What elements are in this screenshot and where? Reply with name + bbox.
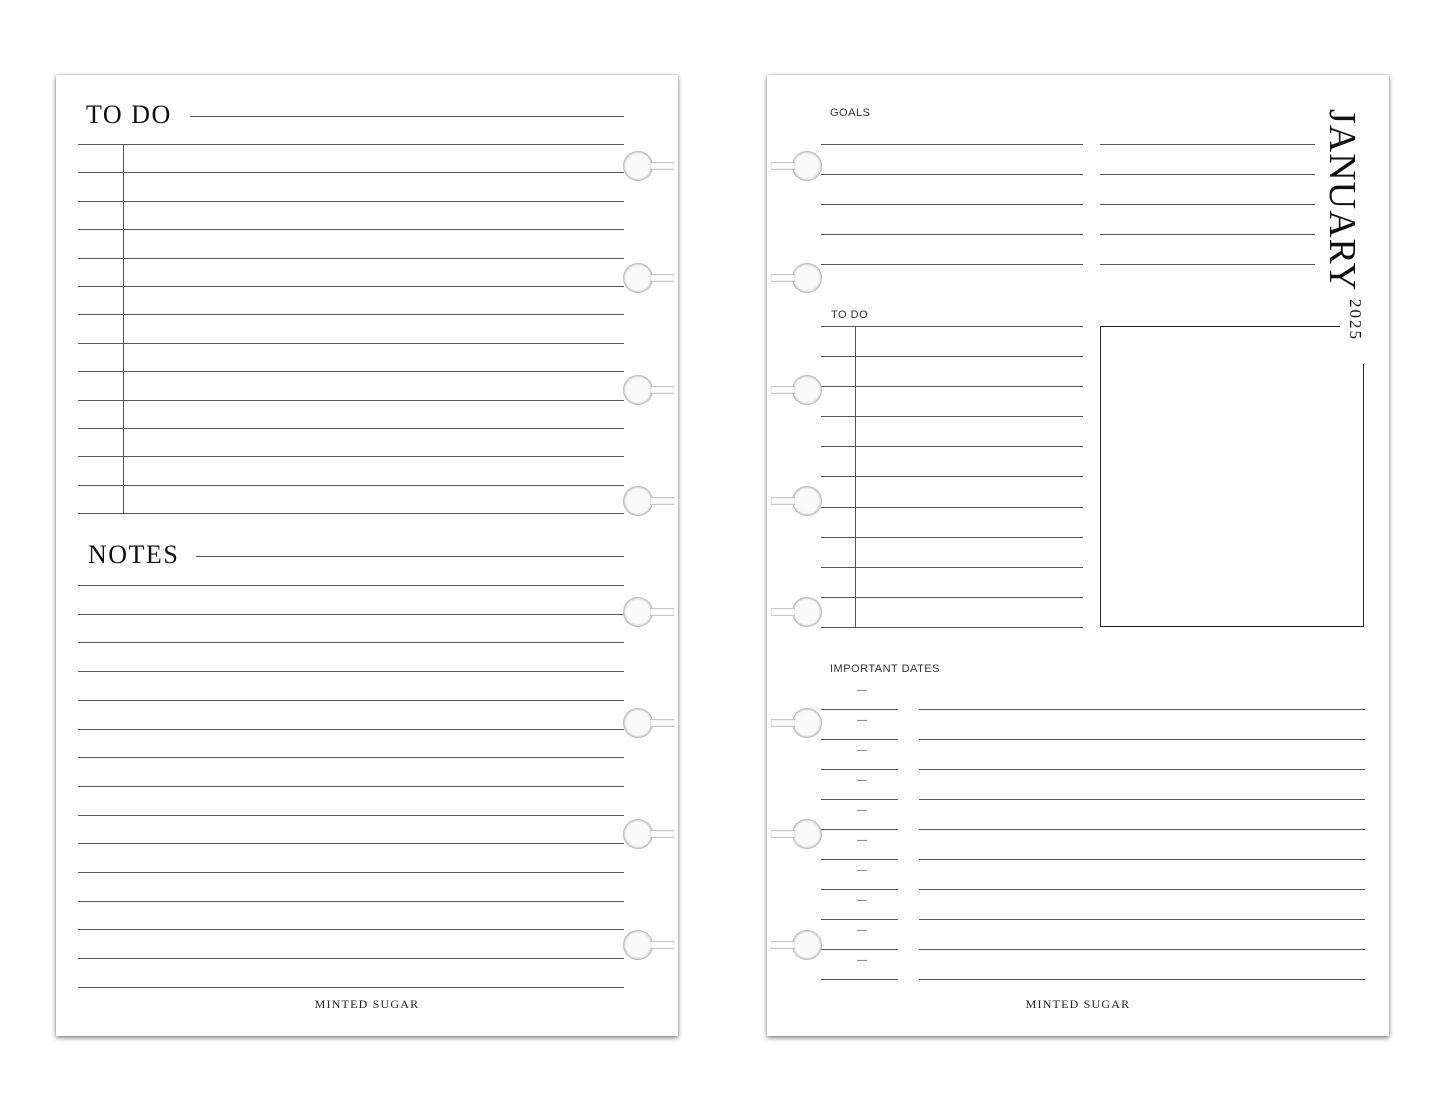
notes-row-line <box>78 815 624 816</box>
left-binding-slot <box>638 597 678 627</box>
date-line <box>821 859 898 860</box>
goals-line-left <box>821 204 1083 205</box>
todo-row-line <box>78 314 624 315</box>
notes-row-line <box>78 729 624 730</box>
date-line <box>821 949 898 950</box>
left-binding-slot <box>638 263 678 293</box>
goals-label: GOALS <box>830 107 871 119</box>
todo-row-line <box>78 201 624 202</box>
todo-row-line <box>78 258 624 259</box>
todo-row-line <box>78 456 624 457</box>
todo-row-line <box>821 356 1083 357</box>
right-footer-brand: MINTED SUGAR <box>1025 997 1131 1011</box>
todo-heading-rule <box>190 116 624 117</box>
right-binding-slot <box>767 708 807 738</box>
event-line <box>919 769 1365 770</box>
month-title: JANUARY <box>1321 109 1363 292</box>
year-label: 2025 <box>1346 299 1365 341</box>
date-line <box>821 769 898 770</box>
date-line <box>821 829 898 830</box>
right-binding-slot <box>767 930 807 960</box>
date-line <box>821 979 898 980</box>
notes-row-line <box>78 929 624 930</box>
todo-row-line <box>821 567 1083 568</box>
date-dash: — <box>857 925 867 936</box>
date-dash: — <box>857 955 867 966</box>
notes-row-line <box>78 843 624 844</box>
event-line <box>919 829 1365 830</box>
goals-line-right <box>1100 264 1315 265</box>
notes-row-line <box>78 585 624 586</box>
event-line <box>919 799 1365 800</box>
notes-row-line <box>78 757 624 758</box>
todo-row-line <box>78 371 624 372</box>
notes-box <box>1100 326 1364 627</box>
right-planner-page <box>767 75 1389 1036</box>
event-line <box>919 949 1365 950</box>
notes-row-line <box>78 671 624 672</box>
todo-label: TO DO <box>831 309 869 321</box>
date-line <box>821 799 898 800</box>
left-planner-page <box>56 75 678 1036</box>
notes-heading-rule <box>196 556 624 557</box>
event-line <box>919 889 1365 890</box>
todo-row-line <box>78 428 624 429</box>
todo-row-line <box>78 485 624 486</box>
todo-row-line <box>78 513 624 514</box>
todo-row-line <box>821 597 1083 598</box>
right-binding-slot <box>767 486 807 516</box>
date-line <box>821 889 898 890</box>
date-dash: — <box>857 895 867 906</box>
todo-row-line <box>821 386 1083 387</box>
notes-row-line <box>78 614 624 615</box>
date-line <box>821 919 898 920</box>
todo-check-column-divider <box>123 144 124 513</box>
date-dash: — <box>857 805 867 816</box>
todo-check-column-divider <box>855 326 856 627</box>
left-binding-slot <box>638 708 678 738</box>
todo-row-line <box>78 144 624 145</box>
todo-row-line <box>78 343 624 344</box>
todo-row-line <box>78 286 624 287</box>
event-line <box>919 859 1365 860</box>
left-binding-slot <box>638 930 678 960</box>
date-dash: — <box>857 865 867 876</box>
todo-row-line <box>821 476 1083 477</box>
todo-top-line <box>821 326 1083 327</box>
notes-heading: NOTES <box>88 542 185 568</box>
notes-row-line <box>78 700 624 701</box>
todo-row-line <box>821 627 1083 628</box>
date-dash: — <box>857 715 867 726</box>
notes-row-line <box>78 872 624 873</box>
left-binding-slot <box>638 151 678 181</box>
date-dash: — <box>857 685 867 696</box>
todo-row-line <box>78 400 624 401</box>
notes-row-line <box>78 901 624 902</box>
important-dates-label: IMPORTANT DATES <box>830 663 940 675</box>
goals-line-left <box>821 174 1083 175</box>
left-binding-slot <box>638 819 678 849</box>
left-binding-slot <box>638 375 678 405</box>
notes-row-line <box>78 642 624 643</box>
goals-line-right <box>1100 204 1315 205</box>
right-binding-slot <box>767 819 807 849</box>
notes-row-line <box>78 958 624 959</box>
date-line <box>821 709 898 710</box>
left-binding-slot <box>638 486 678 516</box>
todo-row-line <box>78 172 624 173</box>
todo-row-line <box>821 507 1083 508</box>
todo-row-line <box>821 446 1083 447</box>
date-line <box>821 739 898 740</box>
right-binding-slot <box>767 151 807 181</box>
todo-heading: TO DO <box>86 102 178 128</box>
date-dash: — <box>857 745 867 756</box>
todo-row-line <box>821 416 1083 417</box>
date-dash: — <box>857 835 867 846</box>
event-line <box>919 739 1365 740</box>
todo-row-line <box>821 537 1083 538</box>
left-footer-brand: MINTED SUGAR <box>314 997 420 1011</box>
right-binding-slot <box>767 375 807 405</box>
notes-row-line <box>78 987 624 988</box>
goals-line-left <box>821 234 1083 235</box>
todo-row-line <box>78 229 624 230</box>
goals-line-left <box>821 144 1083 145</box>
goals-line-right <box>1100 174 1315 175</box>
goals-line-left <box>821 264 1083 265</box>
event-line <box>919 709 1365 710</box>
goals-line-right <box>1100 144 1315 145</box>
event-line <box>919 919 1365 920</box>
event-line <box>919 979 1365 980</box>
right-binding-slot <box>767 263 807 293</box>
date-dash: — <box>857 775 867 786</box>
goals-line-right <box>1100 234 1315 235</box>
notes-row-line <box>78 786 624 787</box>
right-binding-slot <box>767 597 807 627</box>
